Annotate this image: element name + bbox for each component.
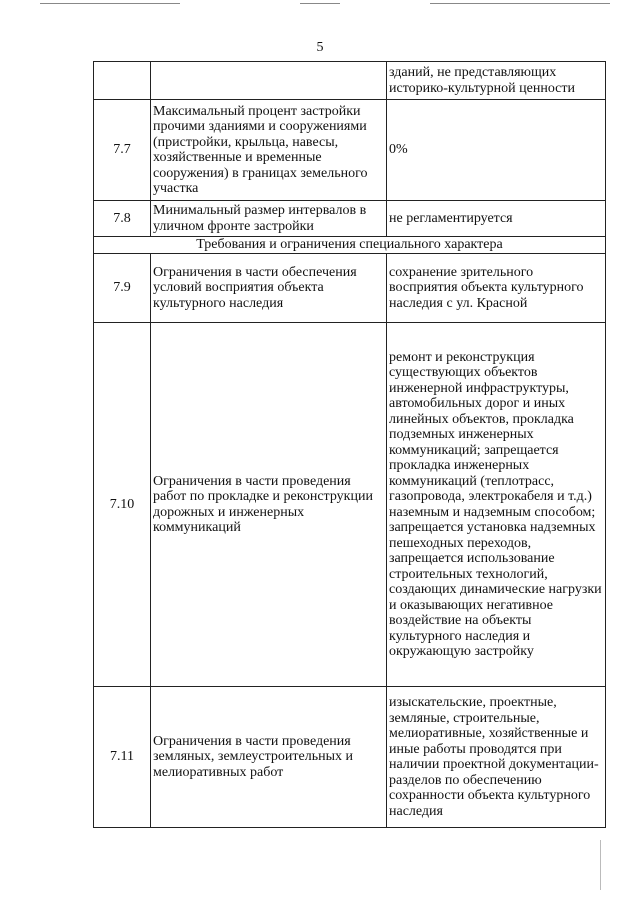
row-number: 7.9 <box>94 254 151 323</box>
section-header-row <box>94 237 606 254</box>
row-value: сохранение зрительного восприятия объекта культурного наследия с ул. Красной <box>387 254 606 323</box>
row-parameter: Ограничения в части обеспечения условий восприятия объекта культурного наследия <box>151 254 387 323</box>
table-row <box>94 100 606 201</box>
row-value: зданий, не представляющих историко-культурной ценности <box>387 62 606 100</box>
row-parameter: Минимальный размер интервалов в уличном фронте застройки <box>151 201 387 237</box>
table-row <box>94 254 606 323</box>
row-parameter: Ограничения в части проведения работ по прокладке и реконструкции дорожных и инженерных коммуникаций <box>151 323 387 687</box>
row-number: 7.8 <box>94 201 151 237</box>
row-value: ремонт и реконструкция существующих объектов инженерной инфраструктуры, автомобильных дорог и иных линейных объектов, прокладка подземных инженерных коммуникаций; запрещается прокладка инженерных коммуникаций (теплотрасс, газопровода, электрокабеля и т.д.) наземным и надземным способом; запрещается установка надземных пешеходных переходов, запрещается использование строительных технологий, создающих динамические нагрузки и оказывающих негативное воздействие на объекты культурного наследия и окружающую застройку <box>387 323 606 687</box>
row-number: 7.10 <box>94 323 151 687</box>
row-number <box>94 62 151 100</box>
row-number: 7.11 <box>94 687 151 828</box>
section-header: Требования и ограничения специального характера <box>94 237 606 254</box>
scan-edge-line <box>430 3 610 4</box>
row-parameter <box>151 62 387 100</box>
table-row <box>94 323 606 687</box>
scan-edge-line <box>300 3 340 4</box>
scan-edge-line <box>40 3 180 4</box>
regulations-table <box>93 61 606 828</box>
table-row <box>94 687 606 828</box>
table-row <box>94 62 606 100</box>
row-value: не регламентируется <box>387 201 606 237</box>
row-parameter: Ограничения в части проведения земляных, землеустроительных и мелиоративных работ <box>151 687 387 828</box>
scan-artifact <box>600 840 601 890</box>
row-number: 7.7 <box>94 100 151 201</box>
table-row <box>94 201 606 237</box>
row-value: 0% <box>387 100 606 201</box>
row-parameter: Максимальный процент застройки прочими зданиями и сооружениями (пристройки, крыльца, навесы, хозяйственные и временные сооружения) в границах земельного участка <box>151 100 387 201</box>
row-value: изыскательские, проектные, земляные, строительные, мелиоративные, хозяйственные и иные работы проводятся при наличии проектной документации- разделов по обеспечению сохранности объекта культурного наследия <box>387 687 606 828</box>
page-number: 5 <box>316 40 324 55</box>
